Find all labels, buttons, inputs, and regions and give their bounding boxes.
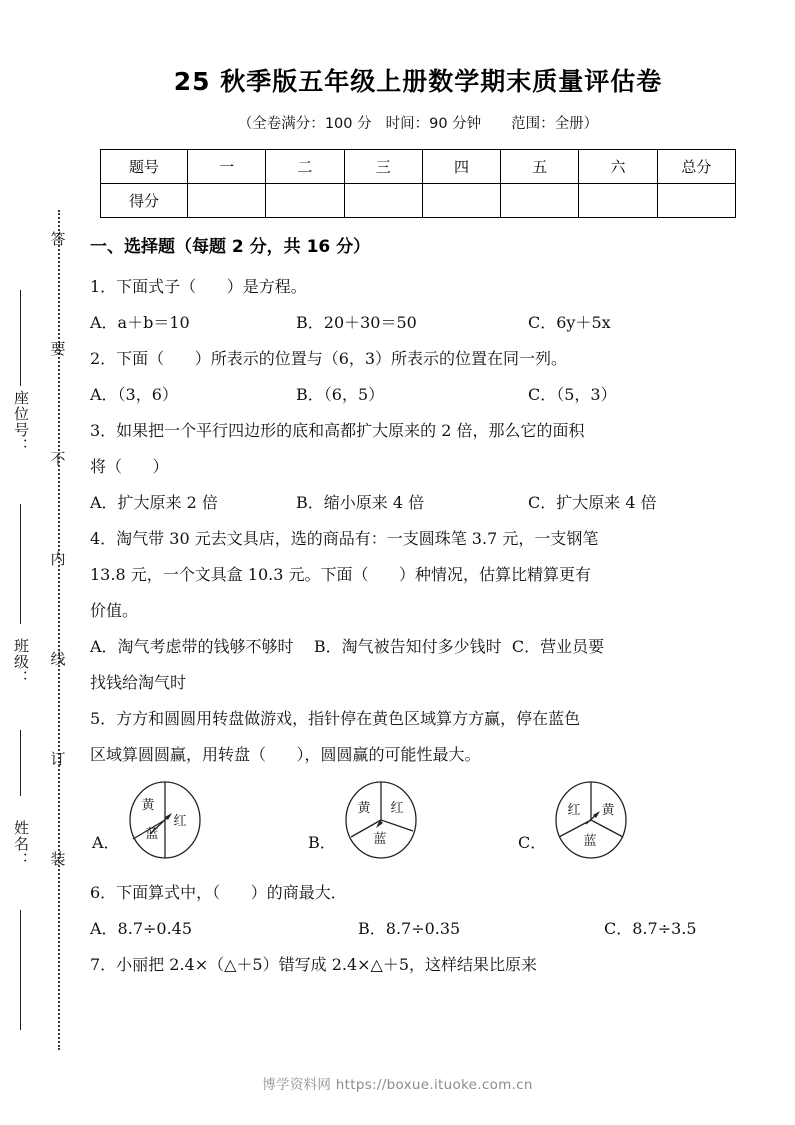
subtitle-scope-label: 范围：: [511, 116, 555, 132]
name-rule: [20, 910, 21, 1030]
score-cell-2[interactable]: [266, 184, 344, 218]
spinner-b-sector-1-label: 红: [390, 801, 404, 816]
table-row-question-numbers: [101, 150, 736, 184]
spinner-a-sector-2-label: 红: [173, 814, 187, 829]
table-row-scores: [101, 184, 736, 218]
subtitle-time-label: 时间：: [385, 116, 430, 132]
score-table-col-4: 四: [422, 150, 500, 184]
question-1-options: [90, 305, 748, 341]
question-5-option-c[interactable]: [518, 779, 630, 861]
subtitle-scope-value: 全册）: [554, 116, 599, 132]
question-3-option-a[interactable]: A．扩大原来 2 倍: [90, 493, 218, 512]
binding-sidebar: [0, 210, 78, 1050]
question-2-stem: 2．下面（ ）所表示的位置与（6，3）所表示的位置在同一列。: [90, 349, 568, 368]
question-4-options-line1[interactable]: A．淘气考虑带的钱够不够时 B．淘气被告知付多少钱时 C．营业员要: [90, 637, 605, 656]
question-5-spinner-row: [90, 779, 748, 875]
score-cell-3[interactable]: [344, 184, 422, 218]
subtitle-total-score: 100 分: [324, 116, 372, 132]
seat-number-rule: [20, 290, 21, 386]
question-6-stem: 6．下面算式中，（ ）的商最大．: [90, 883, 347, 902]
question-1-option-b[interactable]: B．20＋30＝50: [296, 313, 417, 332]
spinner-c-sector-0-label: 红: [567, 803, 581, 818]
score-table-col-1: 一: [188, 150, 266, 184]
seat-number-field[interactable]: 座位号：: [12, 390, 30, 454]
question-5-option-b-label: B．: [308, 832, 336, 852]
binding-char-6: 装: [50, 850, 66, 868]
class-field[interactable]: 班级：: [12, 638, 30, 686]
seat-number-rule-lower: [20, 504, 21, 624]
score-table: [100, 149, 736, 218]
question-6-option-c[interactable]: C．8.7÷3.5: [604, 919, 697, 938]
score-cell-1[interactable]: [188, 184, 266, 218]
binding-char-4: 线: [50, 650, 66, 668]
question-2-option-b[interactable]: B．（6，5）: [296, 385, 385, 404]
spinner-a-sector-0-label: 黄: [141, 798, 155, 813]
page-footer: 博学资料网 https://boxue.ituoke.com.cn: [262, 1077, 533, 1093]
score-table-col-6: 六: [579, 150, 657, 184]
question-5-option-a-label: A．: [92, 832, 120, 852]
page-title: 25 秋季版五年级上册数学期末质量评估卷: [173, 67, 663, 96]
question-6-option-a[interactable]: A．8.7÷0.45: [90, 919, 193, 938]
question-4-stem-line3: 价值。: [90, 601, 139, 620]
score-table-rowhead-score: 得分: [101, 184, 188, 218]
spinner-c-icon: [552, 779, 630, 861]
question-3-stem-line1: 3．如果把一个平行四边形的底和高都扩大原来的 2 倍，那么它的面积: [90, 421, 585, 440]
question-5-option-a[interactable]: [92, 779, 204, 861]
subtitle-time-value: 90 分钟: [429, 116, 482, 132]
question-3-option-b[interactable]: B．缩小原来 4 倍: [296, 493, 425, 512]
spinner-b-icon: [342, 779, 420, 861]
binding-char-3: 内: [50, 550, 66, 568]
score-cell-5[interactable]: [501, 184, 579, 218]
spinner-b-sector-0-label: 黄: [357, 801, 371, 816]
name-field[interactable]: 姓名：: [12, 820, 30, 868]
question-4-options-line2[interactable]: 找钱给淘气时: [90, 673, 187, 692]
question-6-option-b[interactable]: B．8.7÷0.35: [358, 919, 461, 938]
question-2-option-c[interactable]: C．（5，3）: [528, 385, 617, 404]
question-3-option-c[interactable]: C．扩大原来 4 倍: [528, 493, 657, 512]
score-table-rowhead-question: 题号: [101, 150, 188, 184]
question-3-options: [90, 485, 748, 521]
question-content: [88, 232, 748, 983]
score-cell-total[interactable]: [657, 184, 735, 218]
exam-sheet: [88, 0, 748, 983]
section-heading-multiple-choice: 一、选择题（每题 2 分，共 16 分）: [90, 237, 371, 257]
score-table-col-5: 五: [501, 150, 579, 184]
binding-char-1: 要: [50, 340, 66, 358]
question-2-options: [90, 377, 748, 413]
binding-char-0: 答: [50, 230, 66, 248]
question-4-stem-line2: 13.8 元，一个文具盒 10.3 元。下面（ ）种情况，估算比精算更有: [90, 565, 592, 584]
question-5-stem-line2: 区域算圆圆赢，用转盘（ ），圆圆赢的可能性最大。: [90, 745, 481, 764]
question-5-stem-line1: 5．方方和圆圆用转盘做游戏，指针停在黄色区域算方方赢，停在蓝色: [90, 709, 581, 728]
spinner-c-sector-1-label: 黄: [601, 803, 615, 818]
binding-char-2: 不: [50, 450, 66, 468]
question-4-stem-line1: 4．淘气带 30 元去文具店，选的商品有：一支圆珠笔 3.7 元，一支钢笔: [90, 529, 599, 548]
score-cell-4[interactable]: [422, 184, 500, 218]
score-cell-6[interactable]: [579, 184, 657, 218]
question-2-option-a[interactable]: A．（3，6）: [90, 385, 178, 404]
score-table-col-total: 总分: [657, 150, 735, 184]
spinner-a-sector-1-label: 蓝: [145, 827, 159, 842]
question-5-option-b[interactable]: [308, 779, 420, 861]
question-3-stem-line2: 将（ ）: [90, 457, 169, 476]
spinner-c-sector-2-label: 蓝: [583, 834, 597, 849]
spinner-b-sector-2-label: 蓝: [373, 832, 387, 847]
score-table-col-3: 三: [344, 150, 422, 184]
exam-subtitle: [88, 112, 748, 133]
question-1-stem: 1．下面式子（ ）是方程。: [90, 277, 307, 296]
question-7-stem: 7．小丽把 2.4×（△＋5）错写成 2.4×△＋5，这样结果比原来: [90, 955, 538, 974]
binding-dotted-line: [58, 210, 60, 1050]
subtitle-open: （全卷满分：: [237, 116, 325, 132]
spinner-a-icon: [126, 779, 204, 861]
question-6-options: [90, 911, 748, 947]
binding-char-5: 订: [50, 750, 66, 768]
question-1-option-c[interactable]: C．6y＋5x: [528, 313, 611, 332]
question-5-option-c-label: C．: [518, 832, 547, 852]
question-1-option-a[interactable]: A．a＋b＝10: [90, 313, 190, 332]
class-rule: [20, 730, 21, 796]
score-table-col-2: 二: [266, 150, 344, 184]
